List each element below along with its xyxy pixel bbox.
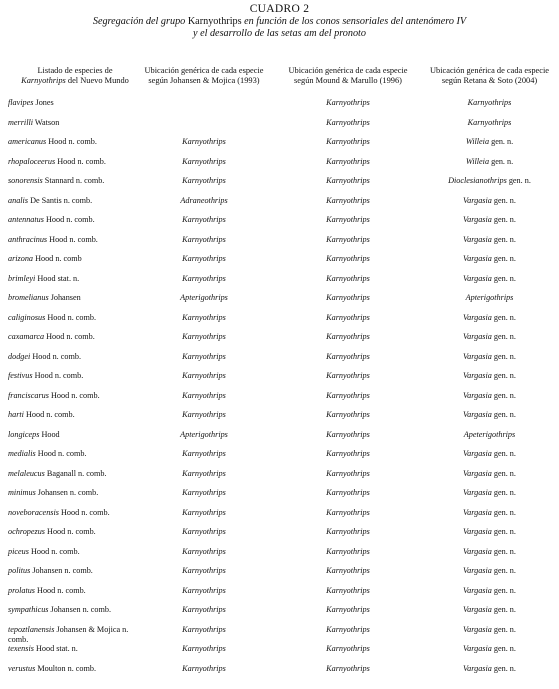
- rs-genus: Vargasia: [463, 273, 492, 283]
- cell-species: [8, 664, 148, 674]
- cell-johansen-mojica: Karnyothrips: [182, 234, 226, 244]
- cell-retana-soto: [420, 118, 559, 128]
- rs-note: gen. n.: [491, 215, 516, 224]
- cell-mound-marullo: Karnyothrips: [326, 254, 370, 263]
- rs-note: gen. n.: [491, 644, 516, 653]
- column-header-jm-line2: según Johansen & Mojica (1993): [148, 76, 260, 85]
- table-row: [0, 625, 559, 645]
- table-row: [0, 449, 559, 469]
- rs-genus: Vargasia: [463, 566, 492, 575]
- rs-genus: Vargasia: [463, 663, 492, 673]
- cell-species: [8, 274, 148, 284]
- species-epithet: festivus: [8, 371, 33, 380]
- rs-note: gen. n.: [489, 156, 514, 166]
- cell-retana-soto: [420, 215, 559, 225]
- table-row: [0, 664, 559, 684]
- cell-retana-soto: [420, 254, 559, 264]
- rs-note: gen. n.: [491, 390, 516, 400]
- cell-johansen-mojica: Karnyothrips: [182, 566, 226, 575]
- cell-johansen-mojica: Karnyothrips: [182, 546, 226, 556]
- cell-johansen-mojica: Karnyothrips: [182, 273, 226, 283]
- rs-genus: Vargasia: [463, 644, 492, 653]
- species-authority: Hood n. comb.: [43, 215, 95, 224]
- rs-genus: Apterigothrips: [465, 293, 514, 302]
- table-row: [0, 176, 559, 196]
- cell-retana-soto: [420, 566, 559, 576]
- cell-johansen-mojica: Karnyothrips: [182, 351, 226, 361]
- species-epithet: noveboracensis: [8, 507, 59, 517]
- cell-mound-marullo: Karnyothrips: [326, 410, 370, 419]
- cell-retana-soto: [420, 332, 559, 342]
- cell-species: [8, 605, 148, 615]
- table-row: [0, 566, 559, 586]
- rs-note: gen. n.: [491, 527, 516, 536]
- column-header-jm-line1: Ubicación genérica de cada especie: [144, 66, 264, 75]
- rs-note: gen. n.: [491, 605, 516, 614]
- cell-johansen-mojica: Karnyothrips: [182, 449, 226, 458]
- species-authority: Hood n. comb.: [35, 449, 87, 458]
- cell-retana-soto: [420, 176, 559, 186]
- subtitle-post: en función de los conos sensoriales del antenómero IV: [241, 16, 467, 27]
- cell-johansen-mojica: Karnyothrips: [182, 332, 226, 341]
- cell-species: [8, 547, 148, 557]
- cell-species: [8, 254, 148, 264]
- species-authority: Hood n. comb.: [45, 312, 97, 322]
- cell-retana-soto: [420, 605, 559, 615]
- species-authority: Jones: [33, 98, 54, 107]
- cell-retana-soto: [420, 625, 559, 635]
- rs-genus: Dioclesianothrips: [448, 176, 507, 185]
- rs-genus: Vargasia: [463, 488, 492, 497]
- column-header-rs-line1: Ubicación genérica de cada especie: [429, 66, 550, 75]
- cell-johansen-mojica: Apterigothrips: [180, 293, 228, 302]
- cell-species: [8, 118, 148, 128]
- cell-johansen-mojica: Karnyothrips: [182, 527, 226, 536]
- rs-note: gen. n.: [491, 449, 516, 458]
- table-row: [0, 215, 559, 235]
- cell-species: [8, 313, 148, 323]
- species-authority: Hood n. comb: [33, 254, 82, 263]
- column-header-species-line2: [0, 76, 150, 86]
- species-epithet: sonorensis: [8, 176, 43, 185]
- rs-genus: Willeia: [465, 137, 490, 146]
- table-row: [0, 293, 559, 313]
- species-epithet: texensis: [8, 644, 34, 653]
- rs-genus: Vargasia: [463, 585, 492, 595]
- cell-johansen-mojica: Karnyothrips: [182, 624, 226, 634]
- cell-mound-marullo: Karnyothrips: [326, 468, 370, 478]
- cell-mound-marullo: Karnyothrips: [326, 605, 370, 614]
- cell-species: [8, 196, 148, 206]
- rs-genus: Vargasia: [463, 332, 492, 341]
- cell-mound-marullo: Karnyothrips: [326, 273, 370, 283]
- table-title: CUADRO 2: [249, 3, 310, 15]
- species-authority: Moulton n. comb.: [35, 663, 97, 673]
- rs-genus: Vargasia: [463, 195, 492, 205]
- species-epithet: dodgei: [8, 351, 31, 361]
- table-row: [0, 157, 559, 177]
- rs-genus: Karnyothrips: [467, 98, 512, 107]
- table-row: [0, 488, 559, 508]
- cell-species: [8, 332, 148, 342]
- cell-species: [8, 391, 148, 401]
- rs-note: gen. n.: [491, 663, 516, 673]
- cell-mound-marullo: Karnyothrips: [326, 293, 370, 302]
- rs-genus: Vargasia: [463, 624, 492, 634]
- species-authority: Hood: [39, 429, 60, 439]
- column-header-mm-line1: Ubicación genérica de cada especie: [288, 66, 408, 75]
- rs-genus: Vargasia: [463, 254, 492, 263]
- cell-retana-soto: [420, 352, 559, 362]
- rs-genus: Vargasia: [463, 390, 492, 400]
- rs-note: gen. n.: [491, 410, 516, 419]
- species-epithet: harti: [8, 410, 24, 419]
- cell-mound-marullo: Karnyothrips: [326, 98, 370, 107]
- species-epithet: antennatus: [8, 215, 44, 224]
- cell-johansen-mojica: Karnyothrips: [182, 507, 226, 517]
- species-epithet: caliginosus: [8, 312, 46, 322]
- rs-note: gen. n.: [491, 332, 516, 341]
- rs-note: gen. n.: [491, 273, 516, 283]
- rs-note: gen. n.: [491, 371, 516, 380]
- species-epithet: brimleyi: [8, 273, 36, 283]
- species-authority: Stannard n. comb.: [42, 176, 105, 185]
- cell-johansen-mojica: Adraneothrips: [180, 195, 228, 205]
- cell-retana-soto: [420, 644, 559, 654]
- table-row: [0, 118, 559, 138]
- species-authority: Johansen n. comb.: [35, 488, 99, 497]
- rs-note: gen. n.: [506, 176, 531, 185]
- species-epithet: sympathicus: [8, 605, 49, 614]
- cell-species: [8, 157, 148, 167]
- cell-mound-marullo: Karnyothrips: [326, 137, 370, 146]
- column-header-species-genus: Karnyothrips: [21, 76, 66, 85]
- species-epithet: tepoztlanensis: [8, 624, 55, 634]
- cell-mound-marullo: Karnyothrips: [326, 527, 370, 536]
- species-authority: Hood stat. n.: [33, 644, 78, 653]
- cell-mound-marullo: Karnyothrips: [326, 390, 370, 400]
- cell-retana-soto: [420, 98, 559, 108]
- rs-genus: Vargasia: [463, 605, 492, 614]
- rs-genus: Vargasia: [463, 507, 492, 517]
- table-subtitle-line1: [0, 16, 559, 28]
- species-epithet: melaleucus: [8, 468, 45, 478]
- cell-retana-soto: [420, 196, 559, 206]
- rs-note: gen. n.: [491, 507, 516, 517]
- cell-retana-soto: [420, 313, 559, 323]
- rs-note: gen. n.: [491, 195, 516, 205]
- cell-mound-marullo: Karnyothrips: [326, 585, 370, 595]
- species-epithet: anthracinus: [8, 234, 48, 244]
- cell-mound-marullo: Karnyothrips: [326, 507, 370, 517]
- cell-johansen-mojica: Karnyothrips: [182, 585, 226, 595]
- table-row: [0, 313, 559, 333]
- rs-genus: Apeterigothrips: [463, 429, 516, 439]
- species-authority: Johansen n. comb.: [48, 605, 112, 614]
- cell-retana-soto: [420, 488, 559, 498]
- species-epithet: longiceps: [8, 429, 40, 439]
- cell-johansen-mojica: Karnyothrips: [182, 605, 226, 614]
- rs-note: gen. n.: [491, 566, 516, 575]
- rs-genus: Vargasia: [463, 468, 492, 478]
- cell-retana-soto: [420, 469, 559, 479]
- species-epithet: rhopaloceerus: [8, 156, 56, 166]
- table-subtitle-line2: y el desarrollo de las setas am del pronoto: [193, 28, 366, 39]
- table-row: [0, 430, 559, 450]
- species-epithet: verustus: [8, 663, 36, 673]
- cell-johansen-mojica: Karnyothrips: [182, 410, 226, 419]
- column-header-johansen-mojica: [140, 66, 268, 86]
- cell-johansen-mojica: Karnyothrips: [182, 156, 226, 166]
- cell-johansen-mojica: Karnyothrips: [182, 312, 226, 322]
- cell-johansen-mojica: Karnyothrips: [182, 663, 226, 673]
- column-header-mm-line2: según Mound & Marullo (1996): [294, 76, 402, 85]
- species-epithet: americanus: [8, 137, 47, 146]
- table-row: [0, 410, 559, 430]
- table-row: [0, 391, 559, 411]
- species-authority: Baganall n. comb.: [44, 468, 107, 478]
- cell-johansen-mojica: Karnyothrips: [182, 371, 226, 380]
- cell-mound-marullo: Karnyothrips: [326, 566, 370, 575]
- species-authority: Johansen: [48, 293, 81, 302]
- cell-johansen-mojica: Apterigothrips: [180, 429, 228, 439]
- rs-genus: Karnyothrips: [467, 117, 512, 127]
- cell-retana-soto: [420, 547, 559, 557]
- species-authority: Hood n. comb.: [45, 527, 96, 536]
- species-epithet: bromelianus: [8, 293, 49, 302]
- cell-retana-soto: [420, 235, 559, 245]
- cell-retana-soto: [420, 157, 559, 167]
- cell-species: [8, 137, 148, 147]
- cell-species: [8, 508, 148, 518]
- cell-species: [8, 625, 148, 645]
- species-epithet: franciscarus: [8, 390, 49, 400]
- cell-mound-marullo: Karnyothrips: [326, 624, 370, 634]
- cell-species: [8, 586, 148, 596]
- cell-mound-marullo: Karnyothrips: [326, 176, 370, 185]
- rs-genus: Vargasia: [463, 449, 492, 458]
- cell-mound-marullo: Karnyothrips: [326, 312, 370, 322]
- cell-mound-marullo: Karnyothrips: [326, 429, 370, 439]
- rs-note: gen. n.: [491, 468, 516, 478]
- species-epithet: politus: [8, 566, 31, 575]
- species-authority: Hood n. comb.: [55, 156, 106, 166]
- table-row: [0, 527, 559, 547]
- rs-genus: Vargasia: [463, 215, 492, 224]
- species-authority: Johansen n. comb.: [30, 566, 93, 575]
- species-authority: Hood n. comb.: [35, 585, 86, 595]
- cell-mound-marullo: Karnyothrips: [326, 234, 370, 244]
- table-row: [0, 469, 559, 489]
- cell-species: [8, 527, 148, 537]
- cell-mound-marullo: Karnyothrips: [326, 546, 370, 556]
- table-row: [0, 332, 559, 352]
- rs-genus: Vargasia: [463, 351, 492, 361]
- species-authority: Hood n. comb.: [46, 137, 97, 146]
- species-epithet: merrilli: [8, 117, 34, 127]
- species-authority: Hood n. comb.: [28, 546, 80, 556]
- species-epithet: analis: [8, 195, 29, 205]
- species-epithet: piceus: [8, 546, 29, 556]
- cell-species: [8, 410, 148, 420]
- rs-note: gen. n.: [491, 351, 516, 361]
- species-authority: Hood n. comb.: [32, 371, 84, 380]
- column-header-species: [0, 66, 150, 86]
- cell-species: [8, 215, 148, 225]
- column-header-mound-marullo: [278, 66, 418, 86]
- cell-mound-marullo: Karnyothrips: [326, 156, 370, 166]
- cell-retana-soto: [420, 137, 559, 147]
- table-caption: [0, 3, 559, 40]
- rs-note: gen. n.: [491, 254, 516, 263]
- cell-retana-soto: [420, 293, 559, 303]
- cell-mound-marullo: Karnyothrips: [326, 332, 370, 341]
- cell-retana-soto: [420, 508, 559, 518]
- species-epithet: caxamarca: [8, 332, 45, 341]
- rs-note: gen. n.: [491, 624, 516, 634]
- table-row: [0, 547, 559, 567]
- species-authority: Hood n. comb.: [47, 234, 98, 244]
- table-row: [0, 352, 559, 372]
- cell-retana-soto: [420, 391, 559, 401]
- rs-genus: Vargasia: [463, 312, 492, 322]
- cell-retana-soto: [420, 449, 559, 459]
- cell-mound-marullo: Karnyothrips: [326, 488, 370, 497]
- cell-species: [8, 371, 148, 381]
- species-authority: Hood n. comb.: [58, 507, 110, 517]
- cell-mound-marullo: Karnyothrips: [326, 644, 370, 653]
- species-authority: Johansen & Mojica n. comb.: [8, 624, 129, 644]
- cell-retana-soto: [420, 586, 559, 596]
- cell-retana-soto: [420, 430, 559, 440]
- cell-species: [8, 449, 148, 459]
- cell-species: [8, 98, 148, 108]
- cell-species: [8, 176, 148, 186]
- cell-species: [8, 469, 148, 479]
- cell-retana-soto: [420, 527, 559, 537]
- column-header-species-rest: del Nuevo Mundo: [65, 76, 129, 85]
- table-row: [0, 508, 559, 528]
- table-row: [0, 235, 559, 255]
- species-authority: Hood n. comb.: [23, 410, 75, 419]
- table-row: [0, 586, 559, 606]
- species-authority: Watson: [33, 117, 60, 127]
- cell-mound-marullo: Karnyothrips: [326, 351, 370, 361]
- table-row: [0, 371, 559, 391]
- cell-species: [8, 430, 148, 440]
- cell-species: [8, 235, 148, 245]
- table-row: [0, 254, 559, 274]
- species-authority: Hood n. comb.: [30, 351, 82, 361]
- cell-retana-soto: [420, 410, 559, 420]
- column-header-retana-soto: [420, 66, 559, 86]
- species-epithet: prolatus: [8, 585, 35, 595]
- rs-note: gen. n.: [489, 137, 514, 146]
- cell-johansen-mojica: Karnyothrips: [182, 254, 226, 263]
- cell-mound-marullo: Karnyothrips: [326, 663, 370, 673]
- species-epithet: medialis: [8, 449, 36, 458]
- cell-johansen-mojica: Karnyothrips: [182, 390, 226, 400]
- cell-johansen-mojica: Karnyothrips: [182, 137, 226, 146]
- rs-note: gen. n.: [491, 312, 516, 322]
- cell-species: [8, 293, 148, 303]
- cell-retana-soto: [420, 274, 559, 284]
- table-row: [0, 137, 559, 157]
- subtitle-pre: Segregación del grupo: [92, 16, 188, 27]
- cell-johansen-mojica: Karnyothrips: [182, 468, 226, 478]
- cell-retana-soto: [420, 371, 559, 381]
- species-epithet: arizona: [8, 254, 34, 263]
- cell-johansen-mojica: Karnyothrips: [182, 488, 226, 497]
- cell-species: [8, 566, 148, 576]
- column-header-species-line1: Listado de especies de: [37, 66, 113, 75]
- cell-mound-marullo: Karnyothrips: [326, 215, 370, 224]
- column-header-rs-line2: según Retana & Soto (2004): [441, 76, 538, 85]
- cell-johansen-mojica: Karnyothrips: [182, 176, 226, 185]
- cell-mound-marullo: Karnyothrips: [326, 117, 370, 127]
- species-authority: Hood n. comb.: [48, 390, 100, 400]
- subtitle-genus: Karnyothrips: [187, 16, 242, 27]
- table-row: [0, 644, 559, 664]
- cell-johansen-mojica: Karnyothrips: [182, 644, 226, 653]
- rs-note: gen. n.: [491, 234, 516, 244]
- species-epithet: ochropezus: [8, 527, 45, 536]
- cell-mound-marullo: Karnyothrips: [326, 195, 370, 205]
- rs-note: gen. n.: [491, 585, 516, 595]
- rs-genus: Vargasia: [463, 234, 492, 244]
- rs-genus: Willeia: [465, 156, 490, 166]
- rs-genus: Vargasia: [463, 371, 492, 380]
- species-authority: Hood stat. n.: [35, 273, 80, 283]
- species-epithet: flavipes: [8, 98, 34, 107]
- table-row: [0, 605, 559, 625]
- cell-johansen-mojica: Karnyothrips: [182, 215, 226, 224]
- cell-species: [8, 352, 148, 362]
- rs-note: gen. n.: [491, 546, 516, 556]
- rs-genus: Vargasia: [463, 546, 492, 556]
- cell-species: [8, 644, 148, 654]
- cell-species: [8, 488, 148, 498]
- table-row: [0, 196, 559, 216]
- species-epithet: minimus: [8, 488, 36, 497]
- rs-genus: Vargasia: [463, 410, 492, 419]
- species-authority: De Santis n. comb.: [28, 195, 93, 205]
- table-row: [0, 274, 559, 294]
- rs-note: gen. n.: [491, 488, 516, 497]
- cell-retana-soto: [420, 664, 559, 674]
- rs-genus: Vargasia: [463, 527, 492, 536]
- species-authority: Hood n. comb.: [44, 332, 95, 341]
- cell-mound-marullo: Karnyothrips: [326, 449, 370, 458]
- cell-mound-marullo: Karnyothrips: [326, 371, 370, 380]
- table-row: [0, 98, 559, 118]
